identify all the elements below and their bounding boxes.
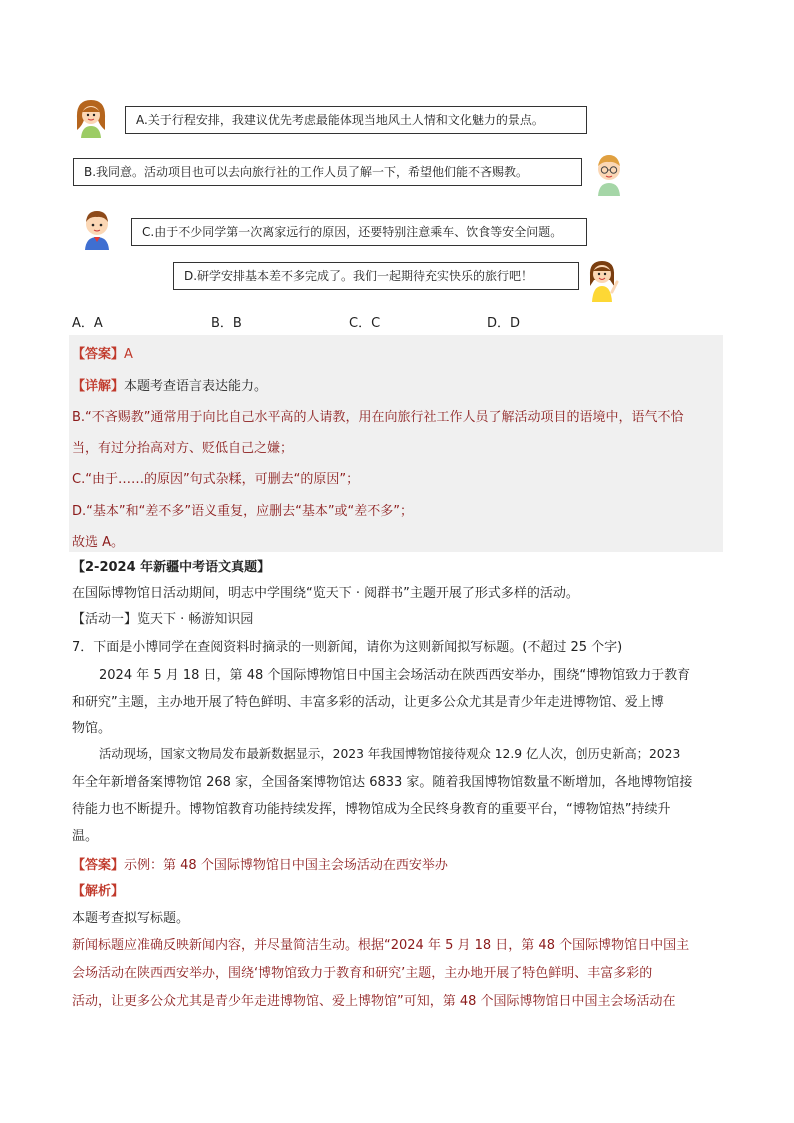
answer-value: A: [124, 347, 133, 362]
explanation-c: C.“由于……的原因”句式杂糅，可删去“的原因”；: [72, 472, 360, 487]
news-para1-line2: 和研究”主题，主办地开展了特色鲜明、丰富多彩的活动，让更多公众尤其是青少年走进博物馆、爱上博: [72, 695, 664, 710]
answer-text-2: 示例：第 48 个国际博物馆日中国主会场活动在西安举办: [124, 858, 448, 873]
option-a: A．A: [72, 316, 103, 331]
boy-glasses-avatar-icon: [592, 152, 626, 200]
analysis-tag: 【解析】: [72, 884, 125, 899]
explanation-b-line1: B.“不吝赐教”通常用于向比自己水平高的人请教，用在向旅行社工作人员了解活动项目的语境中，语气不恰: [72, 410, 684, 425]
option-c: C．C: [349, 316, 381, 331]
news-para2-line1: 活动现场，国家文物局发布最新数据显示，2023 年我国博物馆接待观众 12.9 亿人次，创历史新高；2023: [99, 747, 681, 761]
option-b: B．B: [211, 316, 242, 331]
dialogue-bubble-b: B.我同意。活动项目也可以去向旅行社的工作人员了解一下，希望他们能不吝赐教。: [73, 158, 582, 186]
section-intro: 在国际博物馆日活动期间，明志中学围绕“览天下 · 阅群书”主题开展了形式多样的活动。: [72, 586, 579, 601]
activity-title: 【活动一】览天下 · 畅游知识园: [72, 612, 254, 627]
news-para2-line4: 温。: [72, 829, 99, 844]
final-answer: 故选 A。: [72, 535, 125, 550]
news-para2-line3: 待能力也不断提升。博物馆教育功能持续发挥，博物馆成为全民终身教育的重要平台，“博物馆热”持续升: [72, 802, 671, 817]
analysis-line3: 会场活动在陕西西安举办，围绕‘博物馆致力于教育和研究’主题，主办地开展了特色鲜明、丰富多彩的: [72, 966, 653, 981]
news-para1-line3: 物馆。: [72, 721, 112, 736]
news-para2-line2: 年全年新增备案博物馆 268 家，全国备案博物馆达 6833 家。随着我国博物馆数量不断增加，各地博物馆接: [72, 775, 693, 790]
analysis-line1: 本题考查拟写标题。: [72, 911, 190, 926]
analysis-line2: 新闻标题应准确反映新闻内容，并尽量简洁生动。根据“2024 年 5 月 18 日，第 48 个国际博物馆日中国主: [72, 938, 690, 953]
girl-waving-avatar-icon: [585, 258, 619, 306]
dialogue-bubble-a: A.关于行程安排，我建议优先考虑最能体现当地风土人情和文化魅力的景点。: [125, 106, 587, 134]
dialogue-bubble-c: C.由于不少同学第一次离家远行的原因，还要特别注意乘车、饮食等安全问题。: [131, 218, 587, 246]
option-d: D．D: [487, 316, 521, 331]
question-7: 7．下面是小博同学在查阅资料时摘录的一则新闻，请你为这则新闻拟写标题。(不超过 25 个字): [72, 640, 623, 655]
answer-line: [72, 343, 133, 362]
detail-tag: 【详解】: [72, 379, 125, 394]
answer-tag-2: 【答案】: [72, 858, 125, 873]
section-title: 【2-2024 年新疆中考语文真题】: [72, 560, 271, 575]
news-para1-line1: 2024 年 5 月 18 日，第 48 个国际博物馆日中国主会场活动在陕西西安举办，围绕“博物馆致力于教育: [99, 668, 691, 683]
explanation-d: D.“基本”和“差不多”语义重复，应删去“基本”或“差不多”；: [72, 504, 414, 519]
boy-avatar-icon: [80, 208, 114, 254]
analysis-line4: 活动，让更多公众尤其是青少年走进博物馆、爱上博物馆”可知，第 48 个国际博物馆日中国主会场活动在: [72, 994, 676, 1009]
dialogue-bubble-d: D.研学安排基本差不多完成了。我们一起期待充实快乐的旅行吧！: [173, 262, 579, 290]
girl-avatar-icon: [74, 98, 108, 142]
answer-tag: 【答案】: [72, 347, 125, 362]
answer-line-2: [72, 854, 448, 873]
detail-text: 本题考查语言表达能力。: [124, 379, 268, 394]
detail-line: [72, 375, 267, 394]
explanation-b-line2: 当，有过分抬高对方、贬低自己之嫌；: [72, 441, 294, 456]
